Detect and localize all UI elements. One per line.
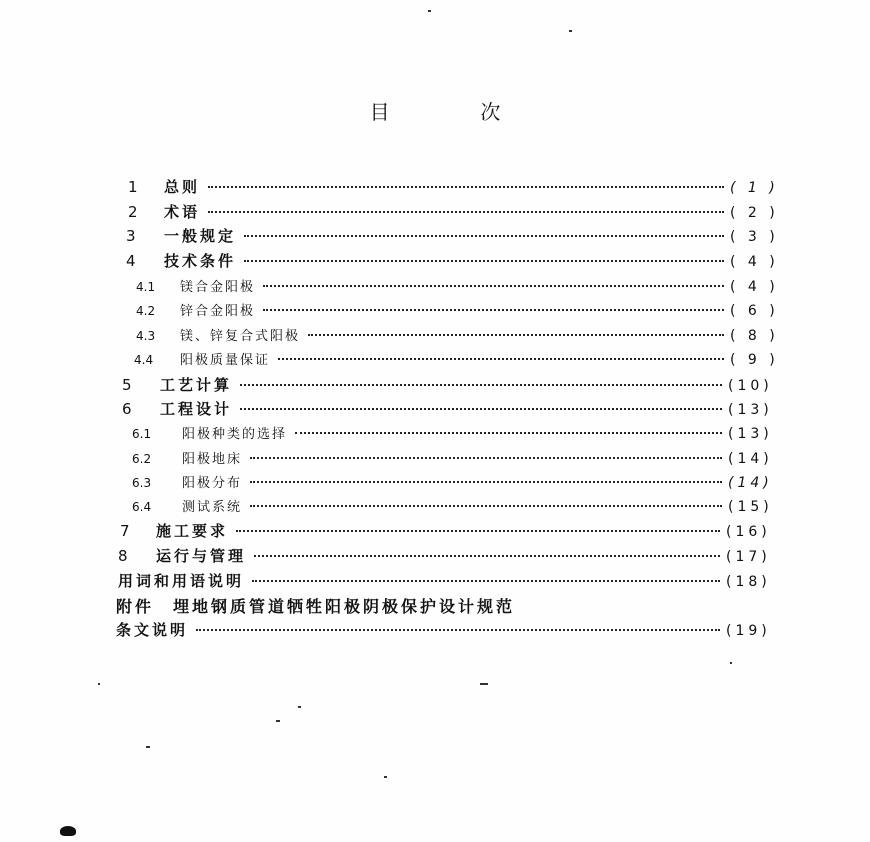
- toc-entry[interactable]: [132, 472, 798, 496]
- toc-entry-label: 施工要求: [156, 522, 229, 540]
- toc-entry[interactable]: [128, 176, 800, 200]
- toc-entry-page: (18): [726, 574, 771, 590]
- scan-speck: [98, 683, 100, 685]
- toc-entry-page: (14): [728, 475, 773, 491]
- toc-entry[interactable]: [122, 398, 798, 422]
- toc-entry-label: 技术条件: [164, 252, 237, 270]
- dot-leader: [250, 505, 722, 507]
- toc-entry-page: (14): [728, 451, 773, 467]
- scan-speck: [569, 30, 572, 32]
- scan-speck: [298, 706, 301, 708]
- toc-entry-label: 工程设计: [160, 400, 233, 418]
- toc-entry-page: (10): [728, 378, 773, 394]
- toc-entry[interactable]: [126, 250, 800, 274]
- toc-entry-label: 锌合金阳极: [180, 304, 256, 319]
- toc-title: [0, 96, 870, 125]
- toc-entry-number: 6: [122, 400, 132, 418]
- toc-entry-label: 运行与管理: [156, 547, 247, 565]
- toc-entry-label: 测试系统: [182, 500, 243, 515]
- scan-speck: [428, 10, 431, 12]
- toc-entry-label: 术语: [164, 203, 201, 221]
- toc-entry[interactable]: [136, 325, 800, 349]
- scan-speck: [730, 662, 732, 664]
- dot-leader: [240, 408, 722, 410]
- toc-entry-label: 总则: [164, 178, 201, 196]
- toc-entry-number: 3: [126, 227, 136, 245]
- toc-entry-label: 镁合金阳极: [180, 280, 256, 295]
- toc-entry-number: 8: [118, 547, 128, 565]
- toc-entry[interactable]: [136, 300, 800, 324]
- toc-appendix-heading[interactable]: [116, 594, 796, 618]
- toc-entry-page: ( 6 ): [730, 303, 779, 319]
- toc-title-char-1: 目: [369, 100, 390, 124]
- toc-entry-number: 6.3: [132, 476, 152, 490]
- toc-entry[interactable]: [132, 448, 798, 472]
- dot-leader: [263, 285, 724, 287]
- toc-entry-number: 6.2: [132, 452, 152, 466]
- toc-entry-label: 镁、锌复合式阳极: [180, 329, 301, 344]
- toc-entry[interactable]: [128, 201, 800, 225]
- toc-entry-label: 条文说明: [116, 621, 189, 639]
- toc-entry-label: 用词和用语说明: [118, 572, 245, 590]
- toc-entry-number: 4: [126, 252, 136, 270]
- toc-entry-page: ( 8 ): [730, 328, 779, 344]
- toc-entry-page: ( 1 ): [730, 180, 779, 196]
- toc-entry[interactable]: [116, 619, 796, 643]
- toc-entry-label: 阳极分布: [182, 476, 243, 491]
- dot-leader: [244, 260, 724, 262]
- dot-leader: [252, 580, 720, 582]
- scan-speck: [276, 720, 280, 722]
- toc-entry-label: 工艺计算: [160, 376, 233, 394]
- toc-entry[interactable]: [134, 349, 800, 373]
- toc-entry[interactable]: [132, 496, 798, 520]
- toc-entry-page: (13): [728, 402, 773, 418]
- toc-entry[interactable]: [122, 374, 798, 398]
- dot-leader: [278, 358, 724, 360]
- toc-entry-number: 4.1: [136, 280, 156, 294]
- toc-entry-page: (17): [726, 549, 771, 565]
- scan-speck: [146, 746, 150, 748]
- toc-entry-number: 1: [128, 178, 138, 196]
- toc-entry-number: 4.3: [136, 329, 156, 343]
- dot-leader: [295, 432, 722, 434]
- toc-entry-number: 7: [120, 522, 130, 540]
- toc-entry-label: 阳极质量保证: [180, 353, 271, 368]
- toc-entry-page: (19): [726, 623, 771, 639]
- dot-leader: [250, 457, 722, 459]
- toc-entry-number: 2: [128, 203, 138, 221]
- dot-leader: [263, 309, 724, 311]
- dot-leader: [208, 186, 724, 188]
- toc-entry[interactable]: [132, 423, 798, 447]
- toc-entry-label: 阳极地床: [182, 452, 243, 467]
- dot-leader: [254, 555, 720, 557]
- toc-title-char-2: 次: [480, 100, 501, 124]
- dot-leader: [208, 211, 724, 213]
- toc-entry[interactable]: [118, 570, 796, 594]
- toc-entry[interactable]: [126, 225, 800, 249]
- toc-entry-label: 阳极种类的选择: [182, 427, 288, 442]
- dot-leader: [240, 384, 722, 386]
- toc-entry-number: 4.2: [136, 304, 156, 318]
- dot-leader: [244, 235, 724, 237]
- toc-entry-number: 6.4: [132, 500, 152, 514]
- toc-appendix-title: 附件 埋地钢质管道牺牲阳极阴极保护设计规范: [116, 597, 516, 616]
- toc-entry[interactable]: [118, 545, 796, 569]
- toc-entry-label: 一般规定: [164, 227, 237, 245]
- toc-entry-page: (16): [726, 524, 771, 540]
- scan-speck: [384, 776, 387, 778]
- toc-entry-page: (13): [728, 426, 773, 442]
- dot-leader: [196, 629, 720, 631]
- dot-leader: [250, 481, 722, 483]
- scan-speck: [480, 683, 488, 685]
- toc-entry-page: (15): [728, 499, 773, 515]
- toc-entry-page: ( 9 ): [730, 352, 779, 368]
- toc-entry[interactable]: [120, 520, 796, 544]
- dot-leader: [236, 530, 720, 532]
- toc-entry-page: ( 2 ): [730, 205, 779, 221]
- toc-entry-number: 6.1: [132, 427, 152, 441]
- toc-entry-page: ( 4 ): [730, 279, 779, 295]
- toc-entry-page: ( 3 ): [730, 229, 779, 245]
- scan-blot: [60, 826, 76, 836]
- toc-entry-page: ( 4 ): [730, 254, 779, 270]
- dot-leader: [308, 334, 724, 336]
- toc-entry[interactable]: [136, 276, 800, 300]
- toc-entry-number: 4.4: [134, 353, 154, 367]
- toc-entry-number: 5: [122, 376, 132, 394]
